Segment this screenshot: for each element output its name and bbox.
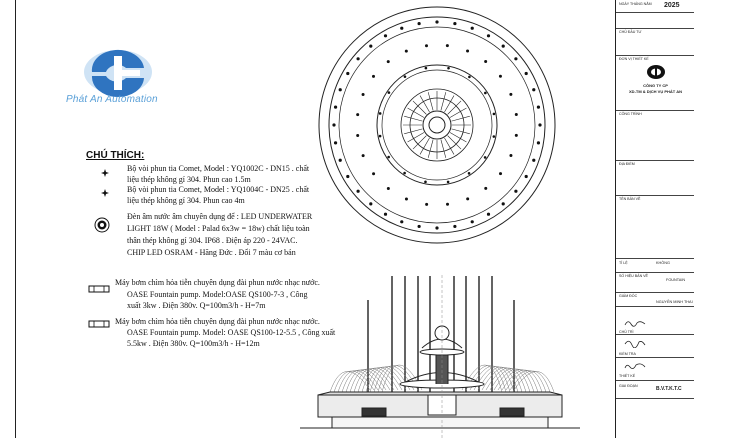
- tb-role-3: KIỂM TRA: [619, 352, 636, 356]
- legend-item-4-line-2: OASE Fountain pump. Model:OASE QS100-7-3 , Công: [127, 290, 308, 299]
- tb-location-label: ĐỊA ĐIỂM: [619, 162, 635, 166]
- tb-company-line-1: CÔNG TY CP: [643, 83, 668, 88]
- tb-scale-label: TỈ LỆ: [619, 261, 628, 265]
- signature-icon: [624, 338, 646, 348]
- legend-item-2-line-2: liệu thép không gỉ 304. Phun cao 4m: [127, 196, 245, 205]
- legend-item-5-line-2: OASE Fountain pump. Model: OASE QS100-12-5.5 , Công xuất: [127, 328, 336, 337]
- small-star-nozzle-icon: [101, 169, 109, 177]
- tb-sheet-name-label: TÊN BẢN VẼ: [619, 197, 641, 201]
- tb-role-1: GIÁM ĐỐC: [619, 294, 638, 298]
- legend-title: CHÚ THÍCH:: [86, 150, 145, 161]
- legend-item-5-line-1: Máy bơm chìm hỏa tiễn chuyên dụng đài phun nước nhạc nước.: [115, 317, 320, 326]
- right-margin: [694, 0, 750, 438]
- tb-date-label: NGÀY THÁNG NĂM: [619, 2, 652, 6]
- tb-owner-label: CHỦ ĐẦU TƯ: [619, 30, 642, 34]
- tb-name-1: NGUYỄN MINH THAI: [656, 300, 693, 304]
- pump-icon: [88, 320, 110, 328]
- pump-icon: [88, 285, 110, 293]
- legend-item-1-line-1: Bộ vòi phun tia Comet, Model : YQ1002C - DN15 . chất: [127, 164, 310, 173]
- company-logo-icon: [646, 64, 666, 80]
- tb-role-2: CHỦ TRÌ: [619, 330, 634, 334]
- signature-icon: [624, 361, 646, 371]
- legend-item-1-line-2: liệu thép không gỉ 304. Phun cao 1.5m: [127, 175, 251, 184]
- tb-sheet-no-value: FOUNTAIN: [666, 278, 686, 282]
- title-block: [615, 0, 696, 438]
- legend-item-5-line-3: 5.5kw . Điện 380v. Q=100m3/h - H=12m: [127, 339, 260, 348]
- legend-item-3-line-2: LIGHT 18W ( Model : Palad 6x3w = 18w) chất liệu toàn: [127, 224, 310, 233]
- tb-project-label: CÔNG TRÌNH: [619, 112, 642, 116]
- tb-stage-label: GIAI ĐOẠN: [619, 384, 638, 388]
- legend-item-3-line-4: CHIP LED OSRAM - Hãng Đức . Đổi 7 màu cơ bản: [127, 248, 296, 257]
- legend-item-3-line-3: thân thép không gỉ 304. IP68 . Điện áp 220 - 24VAC.: [127, 236, 298, 245]
- legend-item-3-line-1: Đèn âm nước âm chuyên dụng để : LED UNDERWATER: [127, 212, 313, 221]
- legend-item-4-line-3: xuất 3kw . Điện 380v. Q=100m3/h - H=7m: [127, 301, 266, 310]
- small-star-nozzle-icon: [101, 189, 109, 197]
- signature-icon: [624, 318, 646, 328]
- tb-company-line-2: XD-TM & DỊCH VỤ PHÁT AN: [629, 89, 682, 94]
- tb-role-4: THIẾT KẾ: [619, 374, 636, 378]
- underwater-light-icon: [94, 217, 110, 233]
- legend-item-2-line-1: Bộ vòi phun tia Comet, Model : YQ1004C - DN25 . chất: [127, 185, 310, 194]
- logo-caption: Phát An Automation: [66, 94, 158, 105]
- tb-stage-value: B.V.T.K.T.C: [656, 386, 682, 392]
- tb-sheet-no-label: SỐ HIỆU BẢN VẼ: [619, 274, 648, 278]
- legend-item-4-line-1: Máy bơm chìm hỏa tiễn chuyên dụng đài phun nước nhạc nước.: [115, 278, 320, 287]
- tb-year: 2025: [664, 2, 680, 9]
- tb-designer-label: ĐƠN VỊ THIẾT KẾ: [619, 57, 649, 61]
- tb-scale-value: KHÔNG: [656, 261, 670, 265]
